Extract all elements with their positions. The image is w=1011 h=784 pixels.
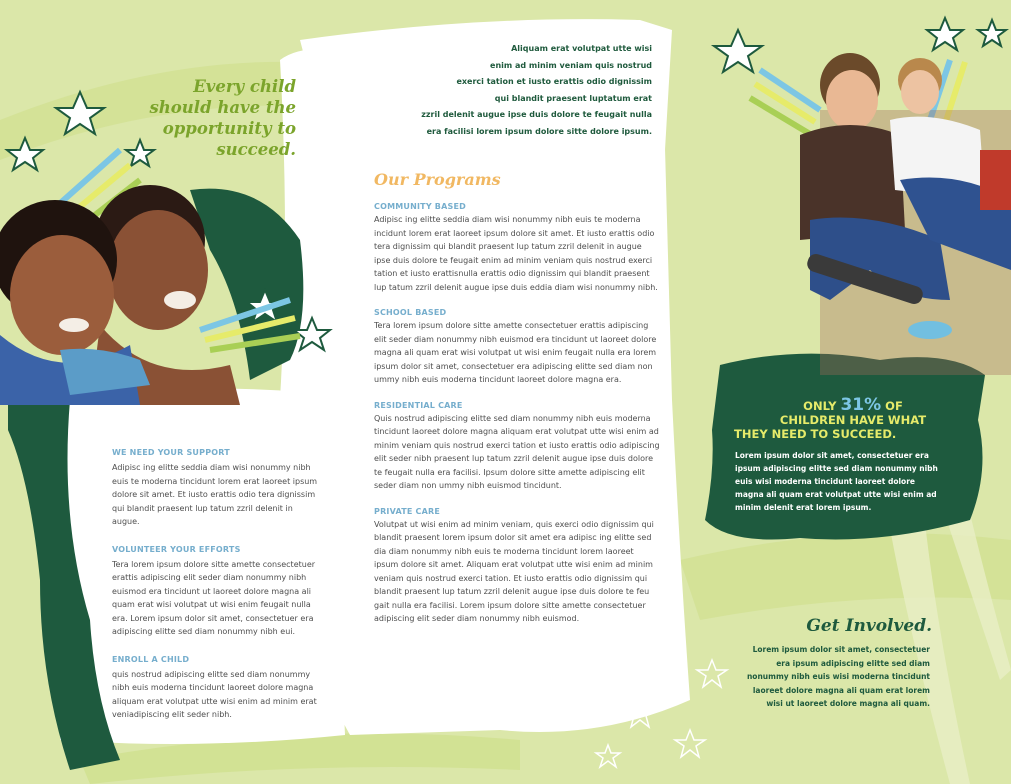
program-text: Adipisc ing elitte seddia diam wisi nonummy nibh euis te moderna incidunt lorem erat laoreet ipsum dolore sit amet. Et iusto erattis odio tera dignissim qui blandit praesent lup tatum zzril delenit in augue ipse duis dolore te feugait enim ad minim veniam quis nostrud exerci tation et iusto erattisnulla erattis odio dignissim qui blandit praesent lup tatum zzril delenit augue ipse duis eddia diam wisi nonummy nibh. [374, 215, 658, 292]
stat-text-line: magna ali quam erat volutpat utte wisi enim ad [735, 490, 937, 499]
stat-text-line: Lorem ipsum dolor sit amet, consectetuer era [735, 451, 929, 460]
stat-text-line: minim delenit erat lorem ipsum. [735, 503, 872, 512]
intro-text [400, 41, 652, 140]
get-involved-line: wisi ut laoreet dolore magna ali quam. [766, 699, 930, 708]
get-involved-title: Get Involved. [806, 616, 932, 636]
get-involved-text [720, 643, 930, 711]
program-heading: COMMUNITY BASED [374, 202, 466, 211]
stat-suffix: OF [885, 399, 903, 413]
stat-line-1 [728, 395, 978, 415]
stat-text-line: euis wisi moderna tincidunt laoreet dolore [735, 477, 915, 486]
program-heading: RESIDENTIAL CARE [374, 400, 463, 410]
program-heading: PRIVATE CARE [374, 506, 441, 516]
get-involved-line: laoreet dolore magna ali quam erat lorem [752, 685, 930, 695]
section-heading-volunteer: VOLUNTEER YOUR EFFORTS [112, 544, 241, 554]
section-heading-enroll: ENROLL A CHILD [112, 654, 190, 664]
programs-list [374, 202, 660, 626]
stat-line-2: CHILDREN HAVE WHAT [779, 413, 927, 427]
intro-line: exerci tation et iusto erattis odio dignissim [456, 77, 652, 86]
slogan [126, 76, 296, 160]
intro-line: zzril delenit augue ipse duis dolore te feugait nulla [421, 110, 652, 119]
stat-callout [728, 395, 978, 441]
children-photo [0, 185, 240, 405]
stat-text-line: ipsum adipiscing elitte sed diam nonummy nibh [735, 464, 938, 473]
program-text: Tera lorem ipsum dolore sitte amette consectetuer erattis adipiscing elit seder diam nonummy nibh euismod era tincidunt ut laoreet dolore magna ali quam erat wisi volutpat ut wisi enim feugait nulla era lorem ipsum dolor sit amet, consectetuer era adipiscing elitte sed diam non ummy nibh euis moderna tincidunt laoreet dolore magna era. [374, 321, 657, 384]
get-involved-line: era ipsum adipiscing elitte sed diam [776, 658, 930, 668]
teens-photo [790, 40, 1011, 375]
section-text-support: Adipisc ing elitte seddia diam wisi nonummy nibh euis te moderna tincidunt lorem erat laoreet ipsum dolore sit amet. Et iusto erattis odio tera dignissim qui blandit praesent lup tatum zzril delenit in augue. [112, 463, 318, 526]
slogan-line: should have the [149, 98, 296, 117]
intro-line: Aliquam erat volutpat utte wisi [511, 44, 652, 53]
stat-prefix: ONLY [803, 399, 837, 413]
slogan-line: Every child [193, 77, 296, 96]
left-sections [112, 448, 318, 722]
section-text-enroll: quis nostrud adipiscing elitte sed diam nonummy nibh euis moderna tincidunt laoreet dolore magna aliquam erat volutpat utte wisi enim ad minim erat veniadipiscing elit seder nibh. [112, 669, 317, 719]
slogan-line: opportunity to [162, 119, 296, 138]
stat-line-3: THEY NEED TO SUCCEED. [734, 427, 897, 441]
slogan-line: succeed. [216, 140, 296, 159]
program-heading: SCHOOL BASED [374, 308, 447, 317]
section-text-volunteer: Tera lorem ipsum dolore sitte amette consectetuer erattis adipiscing elit seder diam nonummy nibh euismod era tincidunt ut laoreet dolore magna ali quam erat wisi volutpat ut wisi enim feugait nulla era. Lorem ipsum dolor sit amet, consectetuer era adipiscing elitte sed diam nonummy nibh eui. [112, 559, 316, 636]
stat-text [735, 449, 955, 514]
section-heading-support: WE NEED YOUR SUPPORT [112, 448, 230, 457]
get-involved-line: nonummy nibh euis wisi moderna tincidunt [746, 672, 930, 681]
intro-line: qui blandit praesent luptatum erat [494, 93, 652, 103]
stat-number: 31% [840, 395, 882, 415]
programs-title: Our Programs [374, 170, 501, 189]
get-involved-line: Lorem ipsum dolor sit amet, consectetuer [752, 645, 930, 654]
intro-line: enim ad minim veniam quis nostrud [490, 60, 652, 70]
program-text: Volutpat ut wisi enim ad minim veniam, quis exerci odio dignissim qui blandit praesent lorem ipsum dolor sit amet era adipisc ing elitte sed dia diam nonummy nibh euis te moderna tincidunt lorem laoreet ipsum dolore sit amet. Aliquam erat volutpat utte wisi enim ad minim veniam quis nostrud exerci tation. Et iusto erattis odio dignissim qui blandit praesent lup tatum zzril delenit augue ipse duis dolore te feu gait nulla era facilisi. Lorem ipsum dolore sitte amette consectetuer adipiscing elit seder diam nonummy nibh euismod. [374, 519, 654, 623]
intro-line: era facilisi lorem ipsum dolore sitte dolore ipsum. [426, 126, 652, 136]
program-text: Quis nostrud adipiscing elitte sed diam nonummy nibh euis moderna tincidunt laoreet dolore magna aliquam erat volutpat utte wisi enim ad minim veniam quis nostrud exerci tation et iusto erattis odio adipiscing elit seder nibh praesent lup tatum zzril delenit augue ipse duis dolore te feugait nulla era facilisi. Ipsum dolore sitte amette adipiscing elit seder diam non ummy nibh euismod tincidunt. [374, 413, 660, 490]
